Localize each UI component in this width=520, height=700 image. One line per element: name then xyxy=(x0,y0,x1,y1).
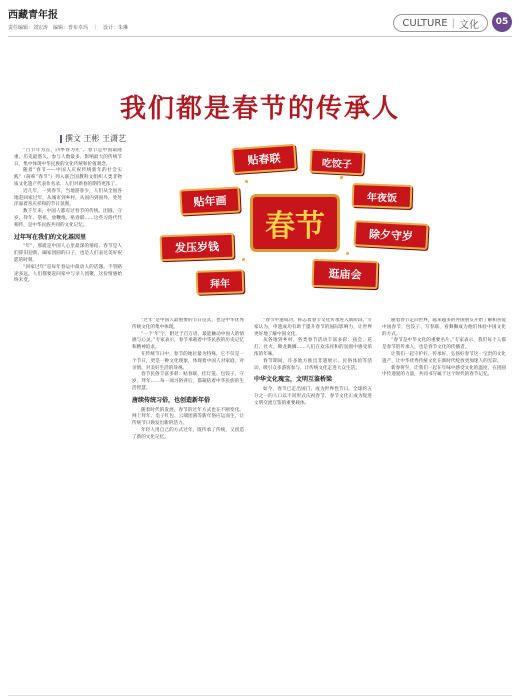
spark-dot xyxy=(346,252,349,255)
paragraph: 让我们一起守护好、传承好、弘扬好春节这一宝贵的文化遗产，让中华优秀传统文化在新时代绽放更加迷人的光彩。 xyxy=(382,351,506,364)
newspaper-name: 西藏青年报 xyxy=(8,10,58,21)
masthead xyxy=(8,4,512,40)
sign-guang-miaohui: 逛庙会 xyxy=(312,259,379,289)
article-column-3 xyxy=(254,318,372,690)
sign-nianyefan: 年夜饭 xyxy=(352,183,413,209)
spark-dot xyxy=(340,176,343,179)
section-label-zh: 文化 xyxy=(459,19,479,31)
article-column-4 xyxy=(382,318,506,690)
paragraph: 新春将至，让我们一起在年味中感受文化的温度，在团圆中传递爱的力量，共同书写属于这个时代的春节记忆。 xyxy=(382,365,506,378)
spark-dot xyxy=(245,180,248,183)
section-label xyxy=(393,14,488,32)
byline-bar xyxy=(60,135,62,143)
paragraph: 随着时代的发展，春节的过年方式也在不断变化。网上拜年、电子红包、云端团圆等新年俗应运而生，让传统节日焕发出新的活力。 xyxy=(132,407,244,427)
byline-authors: 王彬 王潇艺 xyxy=(83,134,127,143)
sign-tie-chunlian: 贴春联 xyxy=(231,144,297,174)
paragraph: 年轻人用自己的方式过年，既传承了传统，又创造了新的文化记忆。 xyxy=(132,427,244,440)
footer-rule xyxy=(8,695,512,696)
paragraph: “过年”是中国人最重要的节日仪式，也是中华优秀传统文化的集中体现。 xyxy=(132,318,244,330)
subheading: 中华文化瑰宝，文明互鉴桥梁 xyxy=(254,376,333,384)
paragraph: 春节期间，许多地方推出非遗展示、民俗体验等活动，吸引众多游客参与，让传统文化走进大众生活。 xyxy=(254,358,372,371)
header-rule xyxy=(8,36,512,37)
paragraph: 近几年，一到春节，当地游客少，人们从全国各地赶回家过年，从城市到乡村，从国内到国外，处处洋溢着喜庆祥和的节日氛围。 xyxy=(14,188,122,208)
section-label-en: CULTURE xyxy=(402,17,448,29)
paragraph: 随着春节走向世界，越来越多的外国朋友开始了解和喜爱中国春节，包饺子、写春联、看舞狮成为他们体验中国文化的方式。 xyxy=(382,318,506,337)
byline-label: 撰文 xyxy=(65,134,81,143)
sign-chi-jiaozi: 吃饺子 xyxy=(309,149,364,176)
subheading: 唐续传统习俗，也创造新年俗 xyxy=(132,396,211,404)
paragraph: “一个‘年’字，附过于百万语，最能触动中国人的情感与心灵。”专家表示，春节承载着中华民族的历史记忆和精神追求。 xyxy=(132,331,244,351)
article-headline: 我们都是春节的传承人 xyxy=(119,94,400,124)
paragraph: 春节民俗丰富多彩：贴春联、挂灯笼、包饺子、守岁、拜年……每一项习俗背后，都凝结着中华民族的生活智慧。 xyxy=(132,372,244,391)
center-sign-chunjie: 春节 xyxy=(250,194,340,252)
byline xyxy=(60,133,126,144)
paragraph: 数千年来，中国人都有过春节的传统。团圆、守岁、拜年、祭祖、放鞭炮、贴春联……这些习俗代代相传，是中华民族共同的文化记忆。 xyxy=(14,209,122,228)
editor-credits: 责任编辑：刘宏涛 编辑：普布卓玛 ｜ 设计：朱琳 xyxy=(8,25,129,31)
paragraph: 随着“春节——中国人庆祝传统新年的社会实践”（简称“春节”）列入联合国教科文组织人类非物质文化遗产代表作名录，人们对新春的期待更浓了。 xyxy=(14,168,122,187)
paragraph: “回家过年”是每年春运中最动人的话题。不管路途多远，人们都要赶回家中与亲人团聚，这份情感始终未变。 xyxy=(14,264,122,284)
page-number: 05 xyxy=(492,12,512,32)
paragraph: “百节年为首，四季春为先”。春节是中国最隆重、历史最悠久、参与人数最多、影响最大的传统节日，集中体现中华民族的文化传统和价值观念。 xyxy=(14,148,122,167)
paragraph: 在传统节日中，春节的地位最为特殊。它不仅是一个节日，更是一种文化现象，体现着中国人对家庭、对亲情、对美好生活的珍视。 xyxy=(132,351,244,371)
spring-festival-illustration xyxy=(150,140,450,310)
article-column-1 xyxy=(14,148,122,690)
section-divider: | xyxy=(451,17,455,29)
paragraph: 如今，春节已走出国门，成为世界性节日。全球约五分之一的人口以不同形式庆祝春节，春节文化正成为促进文明交流互鉴的重要载体。 xyxy=(254,387,372,406)
paragraph: 从各地到乡村，各类春节活动丰富多彩：庙会、花灯、社火、舞龙舞狮……人们在欢乐祥和的氛围中感受浓浓的年味。 xyxy=(254,338,372,357)
sign-tie-nianhua: 贴年画 xyxy=(179,186,240,215)
subheading: 过年写在我们的文化基因里 xyxy=(14,233,87,241)
article-column-2 xyxy=(132,318,244,690)
paragraph: “年”，那就是中国人心里最深的情结。春节是人们辞旧迎新、阖家团圆的日子，也是人们表达美好祝愿的时刻。 xyxy=(14,244,122,263)
spark-dot xyxy=(242,258,245,261)
paragraph: “春节申遗成功，标志着春节文化传承进入新阶段。”专家认为，申遗成功有助于提升春节的国际影响力，让世界更好地了解中国文化。 xyxy=(254,318,372,337)
sign-ya-suiqian: 发压岁钱 xyxy=(160,233,235,262)
sign-bainian: 拜年 xyxy=(196,269,245,295)
sign-chuxi-shousui: 除夕守岁 xyxy=(353,220,428,250)
paragraph: “春节是中华文化的重要名片。”专家表示，我们每个人都是春节的传承人，也是春节文化的传播者。 xyxy=(382,338,506,351)
